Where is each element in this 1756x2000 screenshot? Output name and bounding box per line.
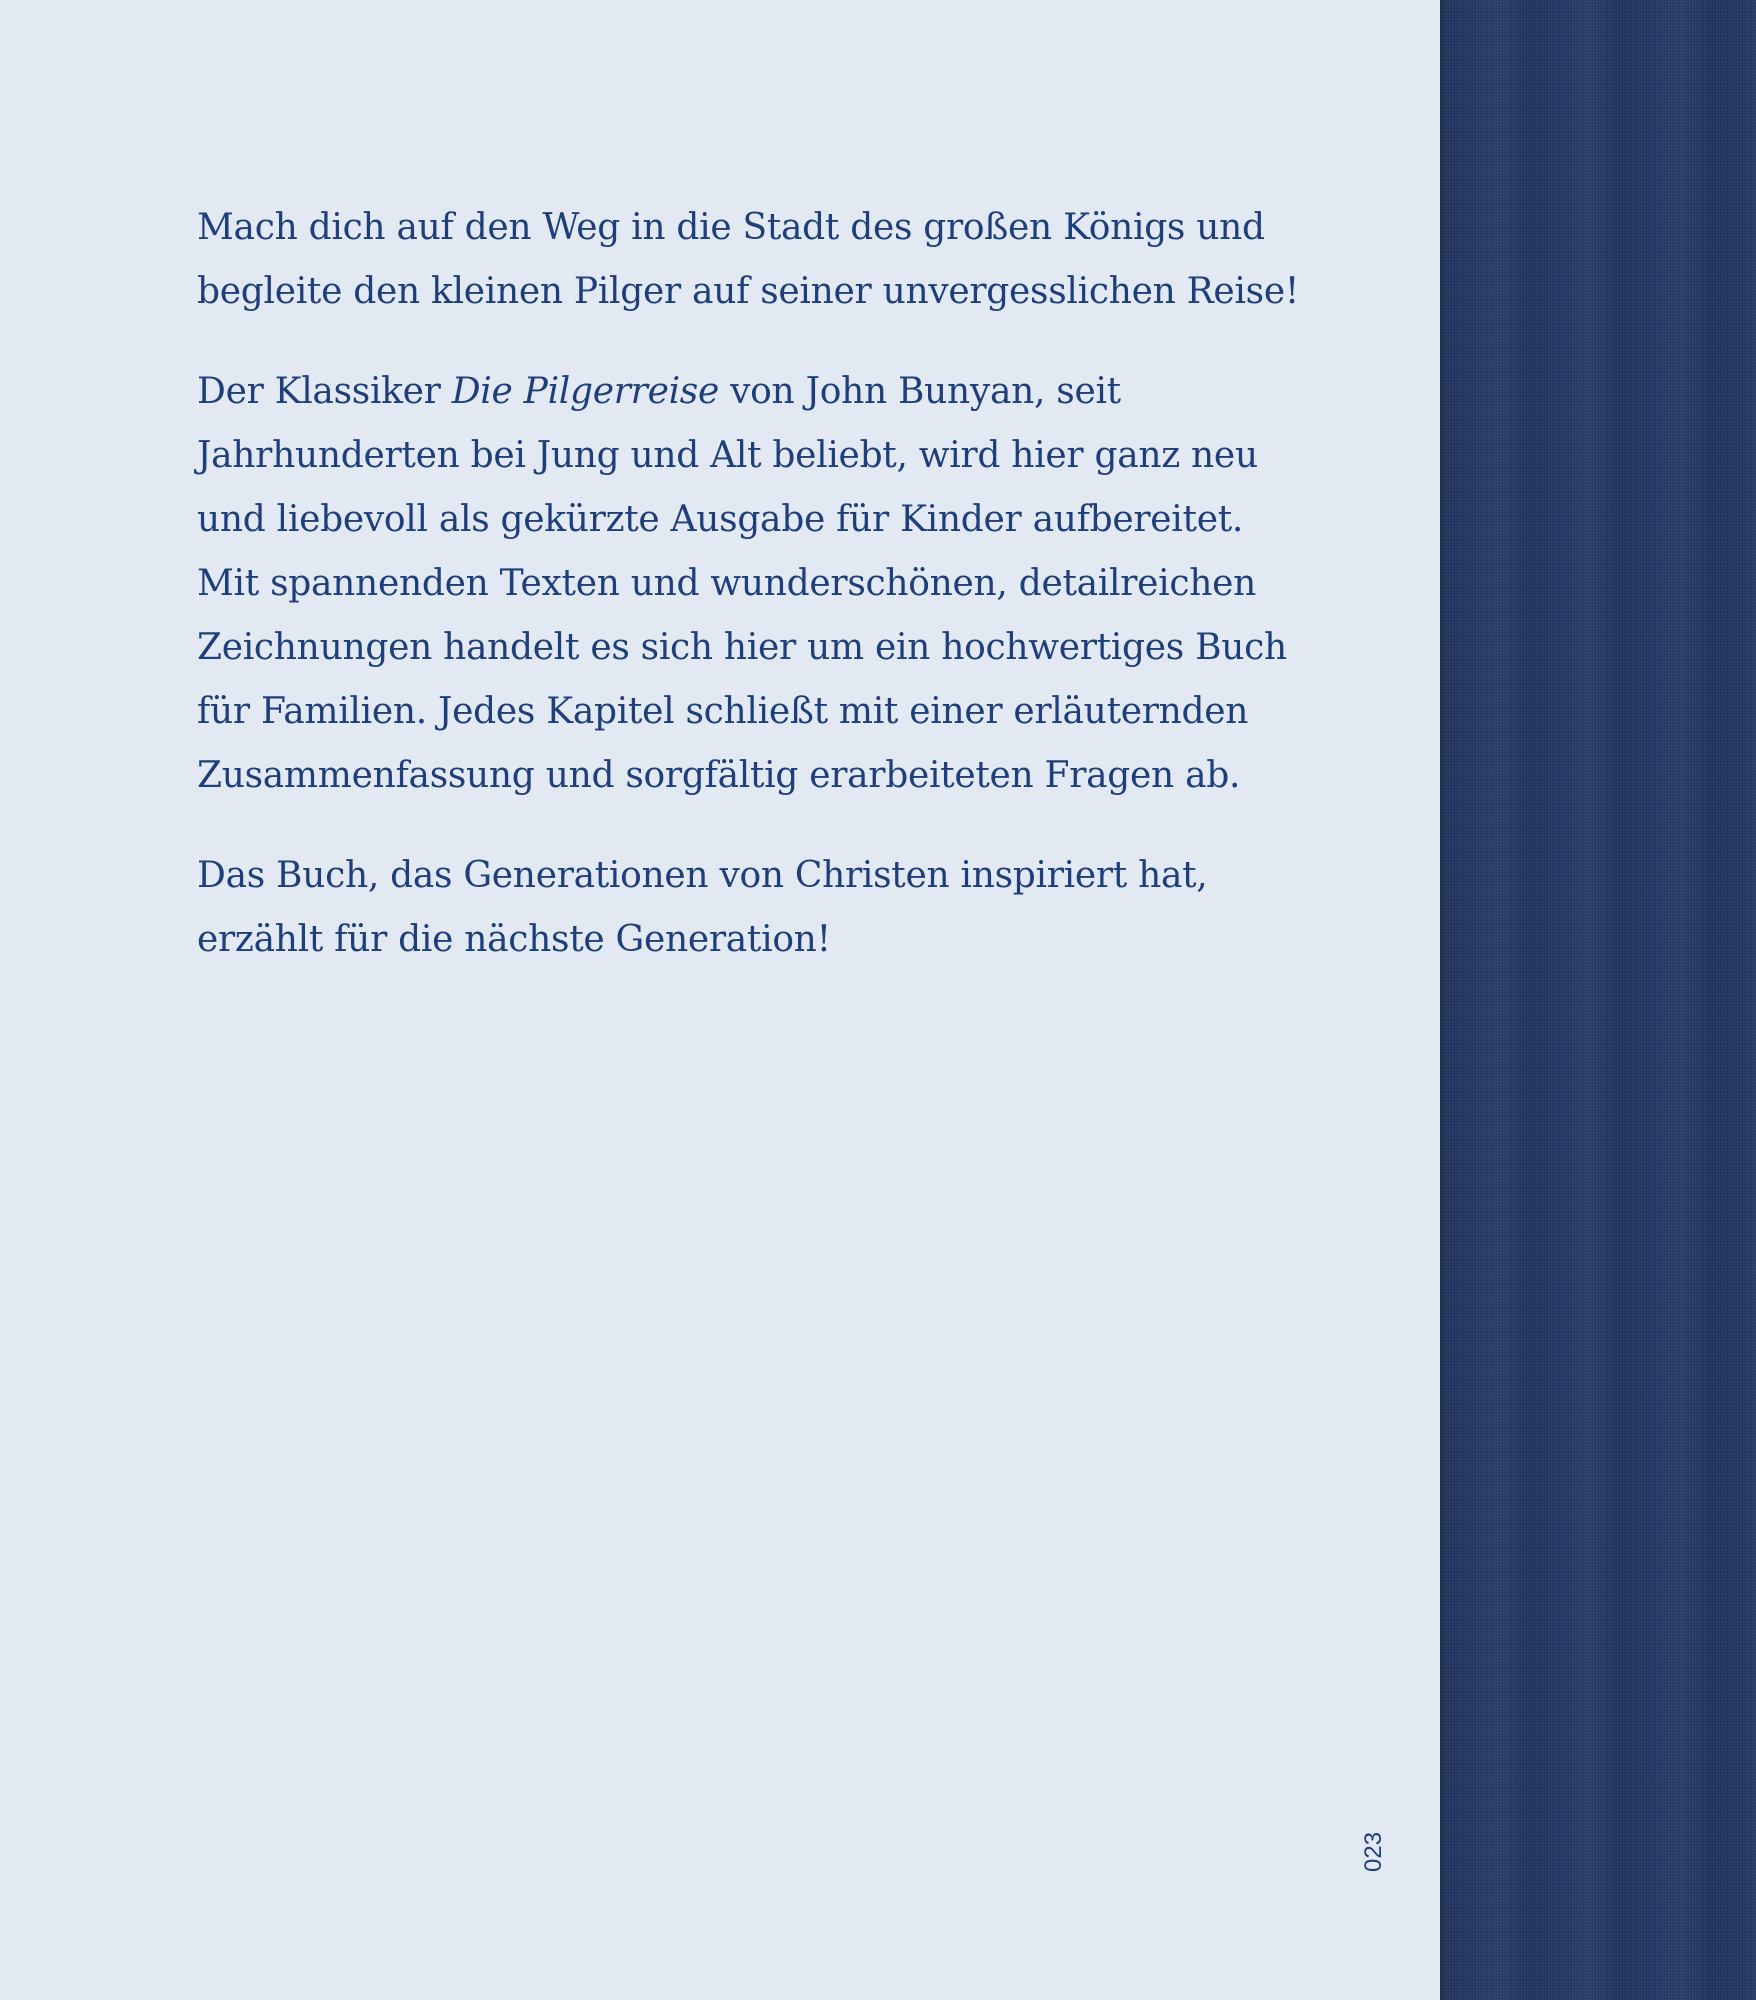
text-line: Zeichnungen handelt es sich hier um ein hochwertiges Buch [197,627,1287,668]
text-line: Mit spannenden Texten und wunderschönen, detailreichen [197,563,1256,604]
text-line: für Familien. Jedes Kapitel schließt mit einer erläuternden [197,691,1249,732]
text-line: erzählt für die nächste Generation! [197,919,831,960]
text-line [197,360,1257,424]
text-line: Mach dich auf den Weg in die Stadt des großen Königs und [197,207,1265,248]
text-segment: Der Klassiker [197,371,452,412]
paragraph-intro [197,196,1299,324]
paragraph-description [197,360,1287,808]
book-title: Die Pilgerreise [451,371,719,412]
text-line: und liebevoll als gekürzte Ausgabe für Kinder aufbereitet. [197,499,1244,540]
text-line: begleite den kleinen Pilger auf seiner unvergesslichen Reise! [197,271,1299,312]
body-text [197,196,1299,1008]
book-spine [1440,0,1756,2000]
text-line: Zusammenfassung und sorgfältig erarbeiteten Fragen ab. [197,755,1241,796]
spine-shadow [1440,0,1446,2000]
text-line: Jahrhunderten bei Jung und Alt beliebt, wird hier ganz neu [197,435,1258,476]
page-number: 023 [1360,1831,1387,1872]
paragraph-closing [197,844,1257,972]
text-line: Das Buch, das Generationen von Christen inspiriert hat, [197,855,1208,896]
text-segment: von John Bunyan, seit [718,371,1121,412]
